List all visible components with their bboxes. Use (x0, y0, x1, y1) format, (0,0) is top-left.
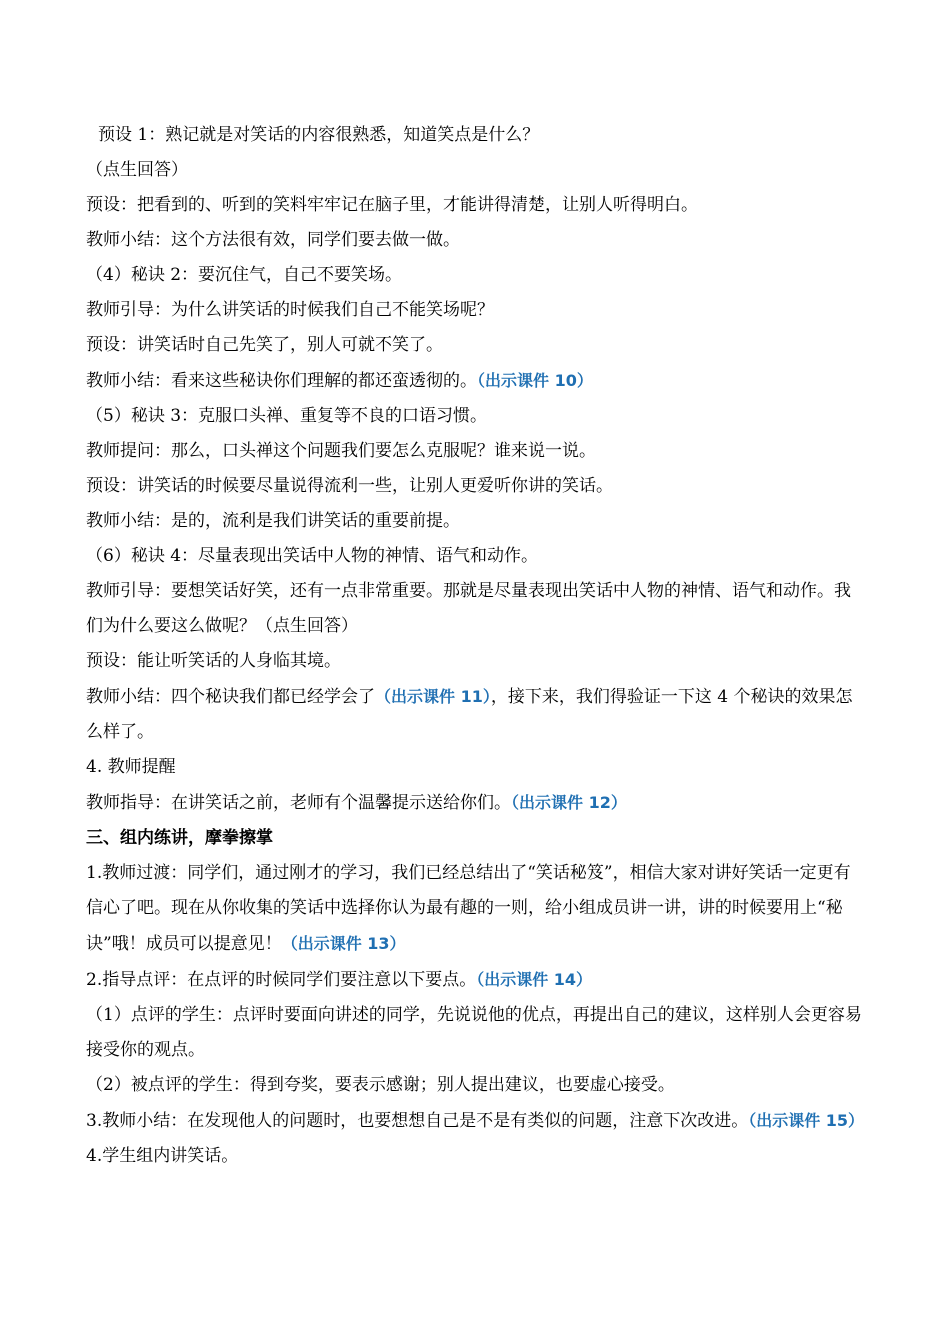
paragraph (86, 679, 866, 750)
paragraph-text: 2.指导点评：在点评的时候同学们要注意以下要点。 (86, 970, 477, 990)
paragraph-text: 教师小结：看来这些秘诀你们理解的都还蛮透彻的。 (86, 371, 477, 391)
courseware-reference: （出示课件 15） (748, 1111, 865, 1130)
paragraph: 预设：能让听笑话的人身临其境。 (86, 651, 341, 671)
section-heading: 三、组内练讲，摩拳擦掌 (86, 828, 273, 848)
paragraph: 教师引导：为什么讲笑话的时候我们自己不能笑场呢？ (86, 300, 494, 320)
paragraph (86, 785, 866, 821)
courseware-reference: （出示课件 14） (476, 970, 593, 989)
document-body (86, 118, 866, 1174)
courseware-reference: （出示课件 12） (511, 793, 627, 812)
courseware-reference: （出示课件 11） (375, 687, 491, 706)
paragraph (86, 1103, 866, 1139)
paragraph: （4）秘诀 2：要沉住气，自己不要笑场。 (86, 265, 403, 285)
paragraph-text: 教师小结：四个秘诀我们都已经学会了 (86, 687, 375, 707)
paragraph-text: 教师指导：在讲笑话之前，老师有个温馨提示送给你们。 (86, 793, 511, 813)
paragraph: 教师引导：要想笑话好笑，还有一点非常重要。那就是尽量表现出笑话中人物的神情、语气和动作。我们为什么要这么做呢？（点生回答） (86, 581, 851, 636)
paragraph: 教师小结：这个方法很有效，同学们要去做一做。 (86, 230, 460, 250)
courseware-reference: （出示课件 10） (477, 371, 593, 390)
paragraph-text: 3.教师小结：在发现他人的问题时，也要想想自己是不是有类似的问题，注意下次改进。 (86, 1111, 749, 1131)
paragraph: 预设 1：熟记就是对笑话的内容很熟悉，知道笑点是什么？ (98, 125, 540, 145)
paragraph: 教师小结：是的，流利是我们讲笑话的重要前提。 (86, 511, 460, 531)
paragraph: 教师提问：那么，口头禅这个问题我们要怎么克服呢？谁来说一说。 (86, 441, 596, 461)
paragraph: 4.学生组内讲笑话。 (86, 1146, 239, 1166)
paragraph: （点生回答） (86, 160, 188, 180)
paragraph: 4. 教师提醒 (86, 757, 176, 777)
paragraph (86, 856, 866, 962)
paragraph: （5）秘诀 3：克服口头禅、重复等不良的口语习惯。 (86, 406, 488, 426)
paragraph-text: 1.教师过渡：同学们，通过刚才的学习，我们已经总结出了“笑话秘笈”，相信大家对讲好笑话一定更有信心了吧。现在从你收集的笑话中选择你认为最有趣的一则，给小组成员讲一讲，讲的时候要用上“秘诀”哦！成员可以提意见！ (86, 863, 851, 954)
courseware-reference: （出示课件 13） (281, 934, 406, 953)
paragraph: （1）点评的学生：点评时要面向讲述的同学，先说说他的优点，再提出自己的建议，这样别人会更容易接受你的观点。 (86, 1005, 862, 1060)
paragraph (86, 363, 866, 399)
paragraph (86, 962, 866, 998)
paragraph: 预设：讲笑话的时候要尽量说得流利一些，让别人更爱听你讲的笑话。 (86, 476, 613, 496)
paragraph: 预设：把看到的、听到的笑料牢牢记在脑子里，才能讲得清楚，让别人听得明白。 (86, 195, 698, 215)
paragraph: （2）被点评的学生：得到夸奖，要表示感谢；别人提出建议，也要虚心接受。 (86, 1075, 675, 1095)
paragraph-text: ，接下来，我们得验证一下这 4 个秘诀的效果怎么样了。 (86, 687, 853, 742)
paragraph: （6）秘诀 4：尽量表现出笑话中人物的神情、语气和动作。 (86, 546, 539, 566)
paragraph: 预设：讲笑话时自己先笑了，别人可就不笑了。 (86, 335, 443, 355)
